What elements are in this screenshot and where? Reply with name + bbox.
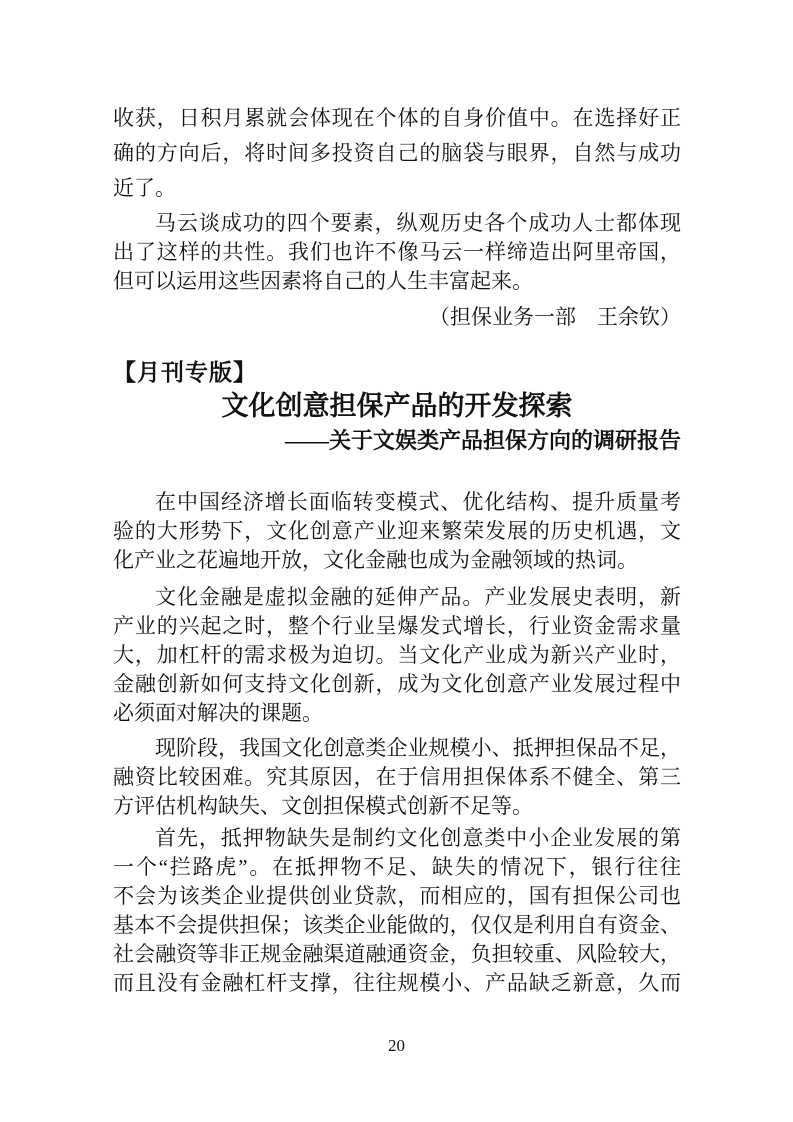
article-subtitle: ——关于文娱类产品担保方向的调研报告 — [284, 428, 681, 453]
text-line: 产业的兴起之时，整个行业呈爆发式增长，行业资金需求量 — [113, 614, 681, 638]
text-line: 而且没有金融杠杆支撑，往往规模小、产品缺乏新意，久而 — [113, 971, 681, 995]
text-line: 一个“拦路虎”。在抵押物不足、缺失的情况下，银行往往 — [113, 855, 681, 879]
text-line: 融资比较困难。究其原因，在于信用担保体系不健全、第三 — [113, 765, 681, 789]
text-line: 文化金融是虚拟金融的延伸产品。产业发展史表明，新 — [155, 585, 681, 609]
text-line: 近了。 — [113, 176, 176, 200]
paragraph — [113, 583, 681, 728]
previous-article-end — [113, 101, 681, 332]
paragraph — [113, 734, 681, 821]
text-line: 马云谈成功的四个要素，纵观历史各个成功人士都体现 — [155, 211, 681, 235]
previous-article-paragraphs — [113, 101, 681, 296]
paragraph — [113, 824, 681, 998]
feature-article — [113, 358, 681, 998]
text-line: 必须面对解决的课题。 — [113, 701, 323, 725]
text-line: 收获，日积月累就会体现在个体的自身价值中。在选择好正 — [113, 106, 681, 130]
paragraph — [113, 101, 681, 206]
text-line: 大，加杠杆的需求极为迫切。当文化产业成为新兴产业时， — [113, 643, 681, 667]
section-label: 【月刊专版】 — [113, 360, 257, 385]
text-line: 现阶段，我国文化创意类企业规模小、抵押担保品不足， — [155, 736, 681, 760]
text-line: 基本不会提供担保；该类企业能做的，仅仅是利用自有资金、 — [113, 913, 681, 937]
text-line: 确的方向后，将时间多投资自己的脑袋与眼界，自然与成功 — [113, 141, 681, 165]
text-line: 出了这样的共性。我们也许不像马云一样缔造出阿里帝国， — [113, 240, 681, 264]
text-column — [113, 101, 681, 998]
text-line: 不会为该类企业提供创业贷款，而相应的，国有担保公司也 — [113, 884, 681, 908]
text-line: 社会融资等非正规金融渠道融通资金，负担较重、风险较大， — [113, 942, 681, 966]
article-byline: （担保业务一部 王余钦） — [429, 305, 681, 329]
page-number: 20 — [388, 1036, 405, 1055]
text-line: 但可以运用这些因素将自己的人生丰富起来。 — [113, 269, 533, 293]
text-line: 方评估机构缺失、文创担保模式创新不足等。 — [113, 794, 533, 818]
text-line: 金融创新如何支持文化创新，成为文化创意产业发展过程中 — [113, 672, 681, 696]
text-line: 在中国经济增长面临转变模式、优化结构、提升质量考 — [155, 490, 681, 514]
paragraph — [113, 209, 681, 296]
text-line: 验的大形势下，文化创意产业迎来繁荣发展的历史机遇，文 — [113, 519, 681, 543]
text-line: 化产业之花遍地开放，文化金融也成为金融领域的热词。 — [113, 548, 638, 572]
paragraph — [113, 488, 681, 575]
article-title: 文化创意担保产品的开发探索 — [221, 391, 573, 421]
text-line: 首先，抵押物缺失是制约文化创意类中小企业发展的第 — [155, 826, 681, 850]
feature-article-paragraphs — [113, 488, 681, 998]
